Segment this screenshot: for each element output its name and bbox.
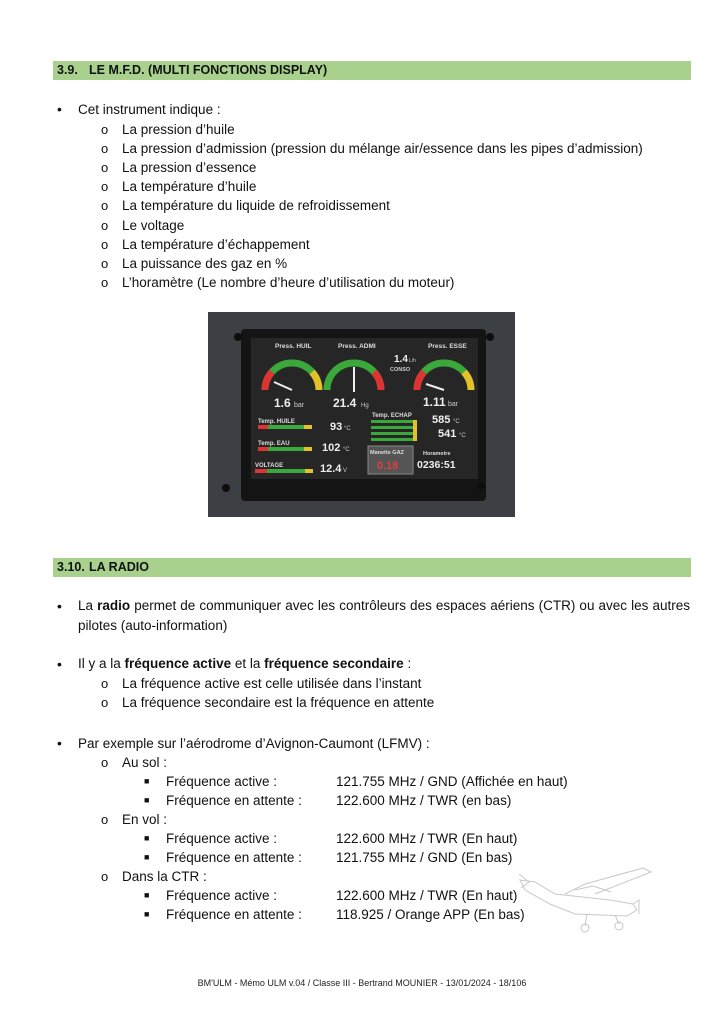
square-bullet-icon: ■ (144, 852, 150, 862)
screw-icon (222, 484, 230, 492)
circle-bullet-icon: o (101, 141, 109, 156)
frequency-label: Fréquence en attente : (166, 793, 302, 808)
press-admi-label: Press. ADMI (338, 343, 376, 350)
frequency-value: 121.755 MHz / GND (Affichée en haut) (336, 774, 568, 789)
frequency-value: 121.755 MHz / GND (En bas) (336, 850, 513, 865)
admission-pressure-unit: Hg (361, 403, 369, 409)
manette-value: 0.18 (377, 460, 399, 472)
bullet-icon: • (57, 598, 62, 614)
radio-text: permet de communiquer avec les contrôleurs des espaces aériens (CTR) ou avec les autres pilotes (auto-information) (78, 598, 690, 633)
circle-bullet-icon: o (101, 755, 109, 770)
admission-pressure-value: 21.4 (333, 396, 357, 410)
section-title: LE M.F.D. (MULTI FONCTIONS DISPLAY) (89, 63, 328, 77)
temp-echap-label: Temp. ECHAP (372, 413, 412, 419)
frequency-label: Fréquence en attente : (166, 850, 302, 865)
voltage-unit: V (343, 468, 348, 474)
bar-yellow (304, 425, 312, 429)
echap-bar (371, 420, 417, 423)
bullet-icon: • (57, 735, 62, 751)
bar-red (255, 469, 267, 473)
conso-unit: L/h (409, 358, 416, 364)
frequency-value: 118.925 / Orange APP (En bas) (336, 907, 525, 922)
bar-yellow (305, 469, 313, 473)
section-title: LA RADIO (89, 560, 149, 574)
square-bullet-icon: ■ (144, 890, 150, 900)
fuel-pressure-unit: bar (448, 401, 459, 408)
square-bullet-icon: ■ (144, 795, 150, 805)
circle-bullet-icon: o (101, 812, 109, 827)
mfd-photo (208, 312, 515, 517)
temp-huile-value: 93 (330, 421, 343, 433)
oil-pressure-value: 1.6 (274, 396, 291, 410)
screw-icon (486, 333, 494, 341)
echap-bar (371, 432, 417, 435)
section-header-mfd (53, 61, 691, 80)
conso-value: 1.4 (394, 354, 408, 365)
circle-bullet-icon: o (101, 676, 109, 691)
frequency-value: 122.600 MHz / TWR (en bas) (336, 793, 512, 808)
list-item: L’horamètre (Le nombre d’heure d’utilisation du moteur) (122, 275, 455, 290)
list-item: La fréquence secondaire est la fréquence en attente (122, 695, 435, 710)
screw-icon (234, 333, 242, 341)
section-number: 3.9. (57, 63, 78, 77)
example-intro: Par exemple sur l’aérodrome d’Avignon-Caumont (LFMV) : (78, 736, 430, 751)
circle-bullet-icon: o (101, 122, 109, 137)
radio-text: La (78, 598, 98, 613)
echap-bar (371, 426, 417, 429)
oil-pressure-unit: bar (294, 402, 305, 409)
frequency-value: 122.600 MHz / TWR (En haut) (336, 831, 518, 846)
frequency-label: Fréquence active : (166, 888, 278, 903)
group-label: En vol : (122, 812, 168, 827)
bullet-icon: • (57, 656, 62, 672)
bar-red (258, 447, 268, 451)
press-huil-label: Press. HUIL (275, 343, 312, 350)
temp-huile-label: Temp. HUILE (258, 419, 295, 425)
group-label: Au sol : (122, 755, 168, 770)
bar-red (258, 425, 268, 429)
section-number: 3.10. (57, 560, 85, 574)
fuel-pressure-value: 1.11 (423, 395, 446, 409)
list-item: Le voltage (122, 218, 185, 233)
frequency-value: 122.600 MHz / TWR (En haut) (336, 888, 518, 903)
list-item: La pression d’huile (122, 122, 235, 137)
bar-green (267, 469, 305, 473)
secondary-frequency-keyword: fréquence secondaire (264, 656, 404, 671)
list-item: La pression d’essence (122, 160, 257, 175)
frequencies-text: Il y a la (78, 656, 125, 671)
circle-bullet-icon: o (101, 218, 109, 233)
circle-bullet-icon: o (101, 179, 109, 194)
square-bullet-icon: ■ (144, 909, 150, 919)
radio-description (78, 596, 690, 636)
press-esse-label: Press. ESSE (428, 343, 467, 350)
circle-bullet-icon: o (101, 198, 109, 213)
circle-bullet-icon: o (101, 160, 109, 175)
temp-unit: °C (453, 419, 460, 425)
bullet-icon: • (57, 101, 62, 117)
temp-echap-value-2: 541 (438, 428, 457, 440)
bar-green (268, 425, 304, 429)
circle-bullet-icon: o (101, 695, 109, 710)
section-header-radio (53, 558, 691, 577)
temp-eau-value: 102 (322, 442, 341, 454)
radio-keyword: radio (97, 598, 131, 613)
temp-unit: °C (344, 426, 351, 432)
conso-label: CONSO (390, 367, 411, 373)
temp-unit: °C (459, 433, 466, 439)
frequencies-text: : (403, 656, 412, 671)
temp-unit: °C (343, 447, 350, 453)
bar-yellow (304, 447, 312, 451)
square-bullet-icon: ■ (144, 776, 150, 786)
list-item: La pression d’admission (pression du mélange air/essence dans les pipes d’admission) (122, 141, 643, 156)
mfd-intro: Cet instrument indique : (78, 102, 221, 117)
frequency-label: Fréquence en attente : (166, 907, 302, 922)
page-footer: BM'ULM - Mémo ULM v.04 / Classe III - Bertrand MOUNIER - 13/01/2024 - 18/106 (197, 978, 527, 988)
echap-bar (371, 438, 417, 441)
frequency-label: Fréquence active : (166, 831, 278, 846)
group-label: Dans la CTR : (122, 869, 207, 884)
list-item: La puissance des gaz en % (122, 256, 288, 271)
list-item: La température d’échappement (122, 237, 310, 252)
horametre-label: Horametre (423, 451, 451, 457)
active-frequency-keyword: fréquence active (124, 656, 232, 671)
list-item: La température d’huile (122, 179, 257, 194)
temp-echap-value-1: 585 (432, 414, 451, 426)
frequencies-text: et la (231, 656, 265, 671)
echap-bar-yellow (413, 420, 417, 441)
voltage-value: 12.4 (320, 463, 342, 475)
screw-icon (477, 482, 485, 490)
voltage-label: VOLTAGE (255, 463, 284, 469)
square-bullet-icon: ■ (144, 833, 150, 843)
airplane-sketch-icon (515, 860, 655, 935)
horametre-value: 0236:51 (417, 459, 456, 471)
temp-eau-label: Temp. EAU (258, 441, 290, 447)
bar-green (268, 447, 304, 451)
frequency-label: Fréquence active : (166, 774, 278, 789)
circle-bullet-icon: o (101, 237, 109, 252)
list-item: La fréquence active est celle utilisée dans l’instant (122, 676, 422, 691)
list-item: La température du liquide de refroidissement (122, 198, 390, 213)
circle-bullet-icon: o (101, 275, 109, 290)
circle-bullet-icon: o (101, 256, 109, 271)
frequencies-intro (78, 654, 690, 674)
circle-bullet-icon: o (101, 869, 109, 884)
manette-label: Manette GAZ (370, 450, 404, 456)
